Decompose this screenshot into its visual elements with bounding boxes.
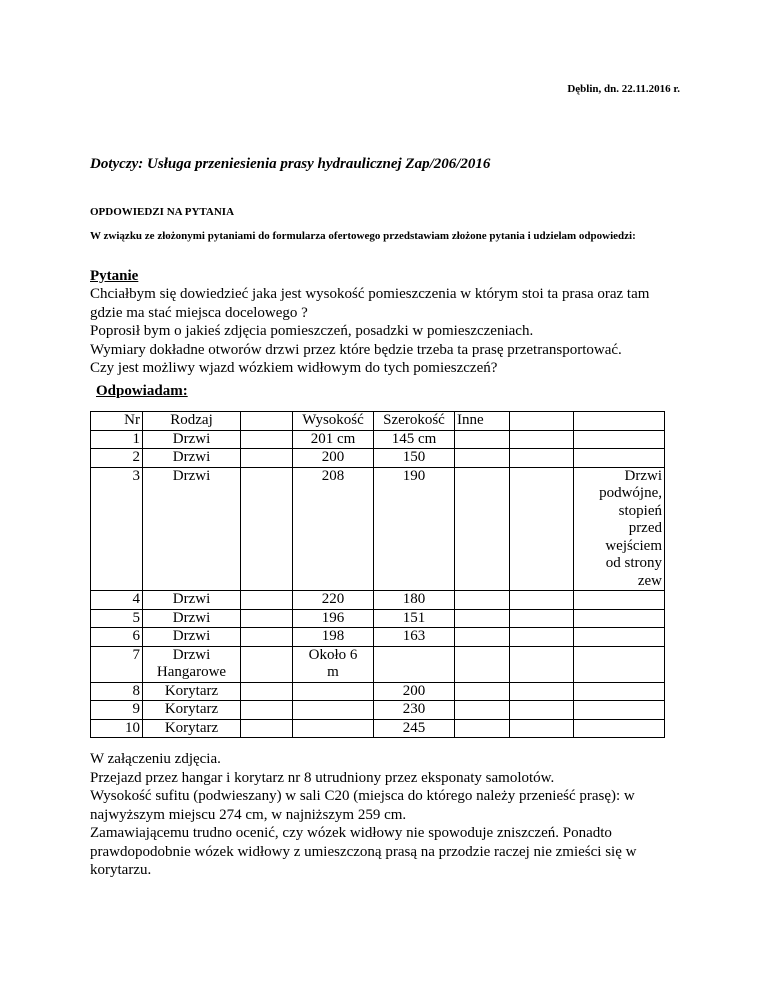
cell-rodzaj-line: Korytarz bbox=[164, 701, 219, 717]
cell-uwagi bbox=[574, 701, 665, 720]
cell-rodzaj bbox=[143, 609, 241, 628]
cell-wysokosc-line: 198 bbox=[321, 628, 345, 644]
doors-table-body bbox=[91, 412, 665, 738]
table-row bbox=[91, 628, 665, 647]
cell-wysokosc bbox=[293, 609, 374, 628]
cell-rodzaj bbox=[143, 449, 241, 468]
cell-blank bbox=[510, 609, 574, 628]
cell-rodzaj bbox=[143, 628, 241, 647]
cell-nr: 6 bbox=[91, 628, 143, 647]
cell-rodzaj-line: Drzwi bbox=[172, 449, 211, 465]
cell-nr: 7 bbox=[91, 646, 143, 682]
cell-wysokosc bbox=[293, 467, 374, 591]
cell-wysokosc bbox=[293, 682, 374, 701]
cell-uwagi bbox=[574, 591, 665, 610]
cell-wysokosc bbox=[293, 591, 374, 610]
table-header-row bbox=[91, 412, 665, 431]
cell-wysokosc bbox=[293, 628, 374, 647]
question-heading: Pytanie bbox=[90, 268, 139, 284]
question-line: Czy jest możliwy wjazd wózkiem widłowym do tych pomieszczeń? bbox=[90, 360, 498, 376]
cell-blank bbox=[510, 591, 574, 610]
cell-rodzaj bbox=[143, 646, 241, 682]
cell-inne bbox=[455, 430, 510, 449]
cell-szerokosc: 163 bbox=[374, 628, 455, 647]
cell-rodzaj-line: Hangarowe bbox=[156, 664, 227, 680]
cell-blank bbox=[241, 467, 293, 591]
final-paragraph bbox=[90, 824, 690, 880]
cell-uwagi-line: podwójne, bbox=[599, 485, 662, 501]
cell-inne bbox=[455, 682, 510, 701]
cell-inne bbox=[455, 467, 510, 591]
cell-rodzaj-line: Drzwi bbox=[172, 628, 211, 644]
table-row bbox=[91, 430, 665, 449]
paragraph-line: W załączeniu zdjęcia. bbox=[90, 751, 221, 767]
answers-heading: OPDOWIEDZI NA PYTANIA bbox=[90, 206, 235, 218]
header-nr: Nr bbox=[91, 412, 143, 431]
cell-uwagi bbox=[574, 682, 665, 701]
paragraph-line: Zamawiającemu trudno ocenić, czy wózek widłowy nie spowoduje zniszczeń. Ponadto bbox=[90, 825, 612, 841]
cell-szerokosc: 150 bbox=[374, 449, 455, 468]
cell-rodzaj bbox=[143, 591, 241, 610]
cell-blank bbox=[510, 628, 574, 647]
paragraph-line: Przejazd przez hangar i korytarz nr 8 utrudniony przez eksponaty samolotów. bbox=[90, 769, 555, 786]
cell-inne bbox=[455, 449, 510, 468]
cell-nr: 10 bbox=[91, 719, 143, 738]
header-blank bbox=[241, 412, 293, 431]
table-row bbox=[91, 719, 665, 738]
cell-wysokosc bbox=[293, 701, 374, 720]
cell-uwagi bbox=[574, 609, 665, 628]
cell-nr: 8 bbox=[91, 682, 143, 701]
cell-uwagi bbox=[574, 467, 665, 591]
cell-uwagi bbox=[574, 430, 665, 449]
question-line: Chciałbym się dowiedzieć jaka jest wysokość pomieszczenia w którym stoi ta prasa oraz tam bbox=[90, 286, 650, 302]
cell-blank bbox=[241, 628, 293, 647]
cell-blank bbox=[241, 591, 293, 610]
table-row bbox=[91, 701, 665, 720]
date-line: Dęblin, dn. 22.11.2016 r. bbox=[567, 83, 680, 95]
doors-table bbox=[90, 411, 665, 738]
cell-blank bbox=[241, 449, 293, 468]
cell-blank bbox=[241, 609, 293, 628]
cell-szerokosc: 145 cm bbox=[374, 430, 455, 449]
cell-blank bbox=[510, 467, 574, 591]
cell-rodzaj-line: Korytarz bbox=[164, 682, 219, 699]
cell-wysokosc bbox=[293, 449, 374, 468]
cell-rodzaj-line: Drzwi bbox=[172, 467, 211, 484]
cell-uwagi-line: zew bbox=[637, 572, 662, 589]
cell-szerokosc: 151 bbox=[374, 609, 455, 628]
cell-inne bbox=[455, 646, 510, 682]
question-line: gdzie ma stać miejsca docelowego ? bbox=[90, 304, 308, 321]
cell-rodzaj-line: Drzwi bbox=[172, 430, 211, 447]
paragraph-line: Wysokość sufitu (podwieszany) w sali C20 (miejsca do którego należy przenieść prasę): w bbox=[90, 788, 635, 804]
header-szerokosc: Szerokość bbox=[374, 412, 455, 431]
cell-wysokosc-line: 196 bbox=[321, 609, 345, 626]
cell-inne bbox=[455, 591, 510, 610]
intro-paragraph: W związku ze złożonymi pytaniami do formularza ofertowego przedstawiam złożone pytania i udzielam odpowiedzi: bbox=[90, 230, 636, 242]
cell-rodzaj bbox=[143, 430, 241, 449]
cell-blank bbox=[241, 682, 293, 701]
paragraph-line: prawdopodobnie wózek widłowy z umieszczoną prasą na przodzie raczej nie zmieści się w bbox=[90, 843, 637, 860]
cell-uwagi-line: od strony bbox=[605, 555, 662, 571]
cell-blank bbox=[510, 646, 574, 682]
cell-wysokosc bbox=[293, 646, 374, 682]
cell-inne bbox=[455, 628, 510, 647]
after-table-paragraph bbox=[90, 750, 690, 824]
cell-wysokosc bbox=[293, 719, 374, 738]
cell-uwagi bbox=[574, 628, 665, 647]
cell-wysokosc-line: 208 bbox=[321, 467, 345, 484]
cell-wysokosc-line: 201 cm bbox=[310, 430, 356, 447]
cell-rodzaj bbox=[143, 701, 241, 720]
cell-uwagi-line: stopień bbox=[618, 502, 662, 519]
subject-line: Dotyczy: Usługa przeniesienia prasy hydraulicznej Zap/206/2016 bbox=[90, 156, 491, 172]
cell-rodzaj-line: Drzwi bbox=[172, 591, 211, 607]
cell-blank bbox=[510, 682, 574, 701]
question-line: Poprosił bym o jakieś zdjęcia pomieszczeń, posadzki w pomieszczeniach. bbox=[90, 323, 534, 339]
cell-blank bbox=[510, 701, 574, 720]
table-row bbox=[91, 609, 665, 628]
table-row bbox=[91, 591, 665, 610]
cell-szerokosc bbox=[374, 646, 455, 682]
cell-wysokosc-line: Około 6 bbox=[308, 646, 358, 663]
table-row bbox=[91, 646, 665, 682]
cell-blank bbox=[510, 449, 574, 468]
cell-nr: 4 bbox=[91, 591, 143, 610]
header-wysokosc: Wysokość bbox=[293, 412, 374, 431]
table-row bbox=[91, 449, 665, 468]
header-blank bbox=[510, 412, 574, 431]
paragraph-line: korytarzu. bbox=[90, 862, 152, 878]
question-line: Wymiary dokładne otworów drzwi przez które będzie trzeba ta prasę przetransportować. bbox=[90, 341, 622, 358]
cell-wysokosc-line: 200 bbox=[321, 449, 345, 465]
cell-nr: 1 bbox=[91, 430, 143, 449]
table-row bbox=[91, 682, 665, 701]
cell-nr: 2 bbox=[91, 449, 143, 468]
cell-rodzaj-line: Korytarz bbox=[164, 719, 219, 736]
cell-szerokosc: 190 bbox=[374, 467, 455, 591]
cell-inne bbox=[455, 719, 510, 738]
cell-szerokosc: 200 bbox=[374, 682, 455, 701]
cell-blank bbox=[241, 719, 293, 738]
cell-uwagi bbox=[574, 719, 665, 738]
cell-nr: 5 bbox=[91, 609, 143, 628]
cell-szerokosc: 180 bbox=[374, 591, 455, 610]
paragraph-line: najwyższym miejscu 274 cm, w najniższym 259 cm. bbox=[90, 806, 407, 823]
cell-uwagi-line: przed bbox=[628, 520, 662, 536]
cell-rodzaj bbox=[143, 719, 241, 738]
cell-wysokosc bbox=[293, 430, 374, 449]
cell-szerokosc: 245 bbox=[374, 719, 455, 738]
cell-rodzaj bbox=[143, 682, 241, 701]
cell-uwagi-line: wejściem bbox=[605, 537, 662, 554]
cell-blank bbox=[241, 430, 293, 449]
cell-blank bbox=[510, 430, 574, 449]
answer-heading: Odpowiadam: bbox=[96, 383, 188, 399]
cell-blank bbox=[510, 719, 574, 738]
cell-blank bbox=[241, 701, 293, 720]
cell-rodzaj bbox=[143, 467, 241, 591]
header-rodzaj: Rodzaj bbox=[143, 412, 241, 431]
question-body bbox=[90, 285, 690, 378]
cell-uwagi bbox=[574, 646, 665, 682]
cell-wysokosc-line: m bbox=[327, 664, 339, 680]
cell-szerokosc: 230 bbox=[374, 701, 455, 720]
cell-blank bbox=[241, 646, 293, 682]
cell-uwagi bbox=[574, 449, 665, 468]
cell-uwagi-line: Drzwi bbox=[624, 467, 662, 484]
header-blank bbox=[574, 412, 665, 431]
cell-rodzaj-line: Drzwi bbox=[172, 646, 211, 663]
cell-inne bbox=[455, 609, 510, 628]
table-row bbox=[91, 467, 665, 591]
cell-wysokosc-line: 220 bbox=[321, 591, 345, 607]
cell-inne bbox=[455, 701, 510, 720]
cell-nr: 3 bbox=[91, 467, 143, 591]
cell-nr: 9 bbox=[91, 701, 143, 720]
cell-rodzaj-line: Drzwi bbox=[172, 609, 211, 626]
header-inne: Inne bbox=[455, 412, 510, 431]
